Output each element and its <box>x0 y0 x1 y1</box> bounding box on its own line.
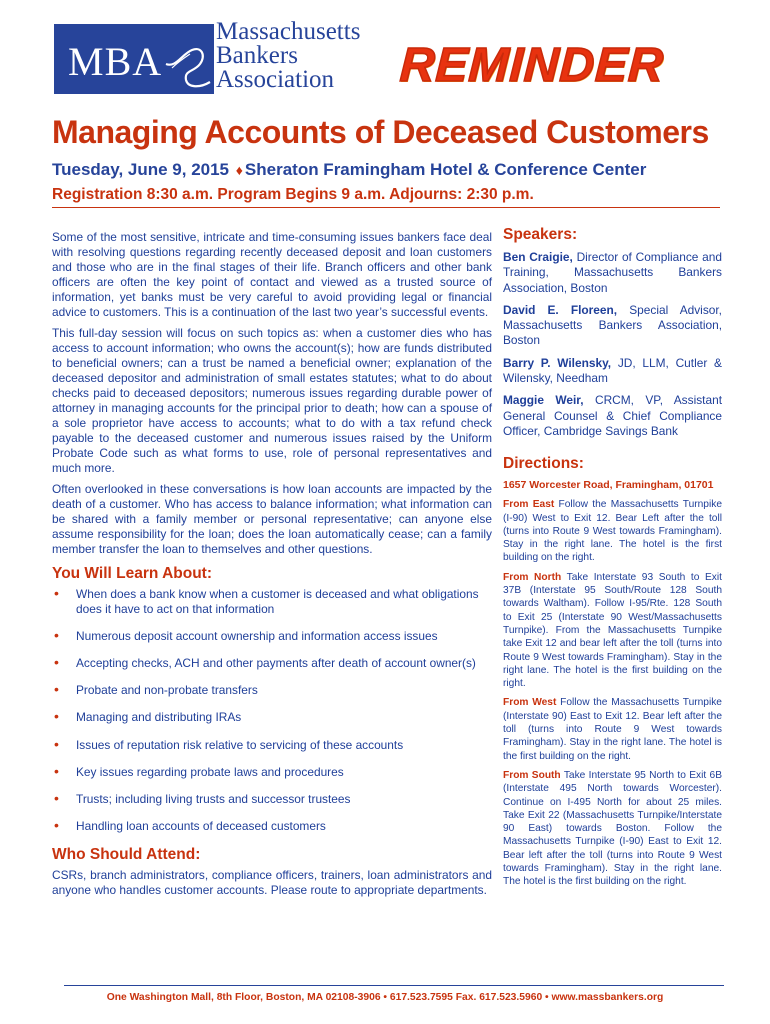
list-item <box>52 762 492 780</box>
intro-paragraph: Some of the most sensitive, intricate and time-consuming issues bankers face deal with resolving questions regarding recently deceased deposit and loan customers and those who are in the final stages of their life. Branch officers and other bank officers are often the key point of contact and viewed as a trusted source of information, yet banks must be very careful to avoid providing legal or financial advice to customers. This is a continuation of the last two year’s successful events. <box>52 230 492 320</box>
list-item-text: Trusts; including living trusts and successor trustees <box>76 791 351 806</box>
list-item-text: Accepting checks, ACH and other payments after death of account owner(s) <box>76 656 476 671</box>
bullet-icon: • <box>54 681 59 698</box>
speaker-detail: Director of Compliance and Training, Massachusetts Bankers Association, Boston <box>503 250 722 295</box>
list-item <box>52 735 492 753</box>
list-item-text: Issues of reputation risk relative to servicing of these accounts <box>76 737 404 752</box>
bullet-icon: • <box>54 816 59 833</box>
speaker-entry <box>503 356 722 387</box>
intro-paragraph: This full-day session will focus on such topics as: when a customer dies who has access to account information; who owns the account(s); how are funds distributed to beneficial owners; can a trust be named a beneficial owner; explanation of the deceased depositor and administration of small estates statutes; what to do about checks paid to deceased depositors; numerous issues regarding durable power of attorney in managing accounts for the principal prior to death; how can a spouse of a sole proprietor have access to accounts; what to do with a tax refund check payable to the deceased customer and numerous issues raised by the Uniform Probate Code such as what forms to use, role of personal representatives and much more. <box>52 325 492 476</box>
speakers-heading: Speakers: <box>503 226 578 243</box>
header-divider <box>52 207 720 208</box>
bullet-icon: • <box>54 584 59 601</box>
bullet-icon: • <box>54 762 59 779</box>
logo-mba-text: MBA <box>68 39 163 84</box>
speaker-detail: JD, LLM, Cutler & Wilensky, Needham <box>503 355 722 386</box>
list-item <box>52 629 492 644</box>
bullet-icon: • <box>54 627 59 644</box>
speaker-name: Ben Craigie, <box>503 250 573 264</box>
direction-text: Take Interstate 95 North to Exit 6B (Interstate 495 North towards Worcester). Continue on I-495 North for about 25 miles. Take Exit 22 (Massachusetts Turnpike/Interstate 90 East) towards Boston. Follow the Massachusetts Turnpike (I-90) East to Exit 12. Bear left after the toll (turns into Route 9 West towards Framingham). Stay in the right lane. The hotel is the first building on the right. <box>503 769 722 888</box>
direction-text: Follow the Massachusetts Turnpike (I-90) West to Exit 12. Bear Left after the toll (turns into Route 9 West towards Framingham). Stay in the right lane. The hotel is the first building on the right. <box>503 499 722 564</box>
speaker-name: David E. Floreen, <box>503 302 618 317</box>
learn-list <box>52 584 492 834</box>
event-date-venue <box>52 160 646 180</box>
reminder-banner: REMINDER <box>398 39 666 92</box>
intro-paragraph: Often overlooked in these conversations is how loan accounts are impacted by the death of a customer. Who has access to balance information; what information can be shared with a family member or personal representative; can anyone else assume responsibility for the loan; does the loan automatically cease; can a family member transfer the loan to themselves and other questions. <box>52 481 492 556</box>
diamond-icon: ♦ <box>235 162 243 178</box>
list-item <box>52 789 492 807</box>
list-item-text: Handling loan accounts of deceased customers <box>76 818 326 833</box>
direction-entry <box>503 571 722 691</box>
bullet-icon: • <box>54 708 59 725</box>
attend-heading: Who Should Attend: <box>52 845 201 863</box>
event-date: Tuesday, June 9, 2015 <box>52 160 230 179</box>
footer-contact: One Washington Mall, 8th Floor, Boston, MA 02108-3906 • 617.523.7595 Fax. 617.523.5960 • www.massbankers.org <box>106 992 664 1003</box>
hotel-address: 1657 Worcester Road, Framingham, 01701 <box>503 479 714 492</box>
list-item <box>52 710 492 725</box>
list-item-text: Key issues regarding probate laws and procedures <box>76 764 344 779</box>
speaker-detail: Special Advisor, Massachusetts Bankers Association, Boston <box>503 302 722 348</box>
speaker-name: Barry P. Wilensky, <box>503 355 612 370</box>
speaker-name: Maggie Weir, <box>503 393 584 408</box>
list-item <box>52 656 492 671</box>
bullet-icon: • <box>54 735 59 752</box>
list-item <box>52 683 492 698</box>
logo-word: Massachusetts <box>216 18 361 45</box>
directions-heading: Directions: <box>503 455 584 473</box>
mba-logo <box>54 24 214 94</box>
left-column <box>52 230 492 903</box>
direction-origin: From North <box>503 571 562 583</box>
list-item-text: Managing and distributing IRAs <box>76 710 242 725</box>
page-title: Managing Accounts of Deceased Customers <box>52 114 709 150</box>
speaker-detail: CRCM, VP, Assistant General Counsel & Chief Compliance Officer, Cambridge Savings Bank <box>503 393 722 438</box>
direction-text: Follow the Massachusetts Turnpike (Interstate 90) East to Exit 12. Bear left after the toll (turns into Route 9 West towards Framingham). Stay in the right lane. The hotel is the first building on the right. <box>503 697 722 762</box>
speaker-entry <box>503 393 722 439</box>
speaker-entry <box>503 303 722 349</box>
attend-text: CSRs, branch administrators, compliance officers, trainers, loan administrators and anyone who handles customer accounts. Please route to appropriate departments. <box>52 867 492 897</box>
bullet-icon: • <box>54 789 59 806</box>
footer-divider <box>64 985 724 986</box>
logo-word: Association <box>216 66 335 93</box>
list-item <box>52 584 492 617</box>
direction-entry <box>503 696 722 762</box>
list-item-text: When does a bank know when a customer is deceased and what obligations does it have to act on that information <box>76 586 479 617</box>
direction-origin: From West <box>503 697 557 709</box>
event-venue: Sheraton Framingham Hotel & Conference Center <box>244 160 647 179</box>
right-column <box>503 226 722 895</box>
learn-heading: You Will Learn About: <box>52 564 213 582</box>
registration-times: Registration 8:30 a.m. Program Begins 9 a.m. Adjourns: 2:30 p.m. <box>52 186 534 203</box>
direction-origin: From East <box>503 499 555 511</box>
list-item-text: Numerous deposit account ownership and information access issues <box>76 629 438 644</box>
direction-entry <box>503 769 722 889</box>
list-item <box>52 816 492 834</box>
direction-entry <box>503 498 722 564</box>
list-item-text: Probate and non-probate transfers <box>76 683 258 698</box>
logo-association-name <box>216 20 386 92</box>
bullet-icon: • <box>54 654 59 671</box>
direction-text: Take Interstate 93 South to Exit 37B (Interstate 95 South/Route 128 South towards Waltham). Follow I-95/Rte. 128 South to Exit 25 (Interstate 90 West/Massachusetts Turnpike). From the Massachusetts Turnpike take Exit 12 and bear left after the toll (turns into Route 9 West towards Framingham). Stay in the right lane. The hotel is the first building on the right. <box>503 571 722 690</box>
speaker-entry <box>503 250 722 296</box>
logo-word: Bankers <box>216 42 298 69</box>
direction-origin: From South <box>503 769 561 781</box>
